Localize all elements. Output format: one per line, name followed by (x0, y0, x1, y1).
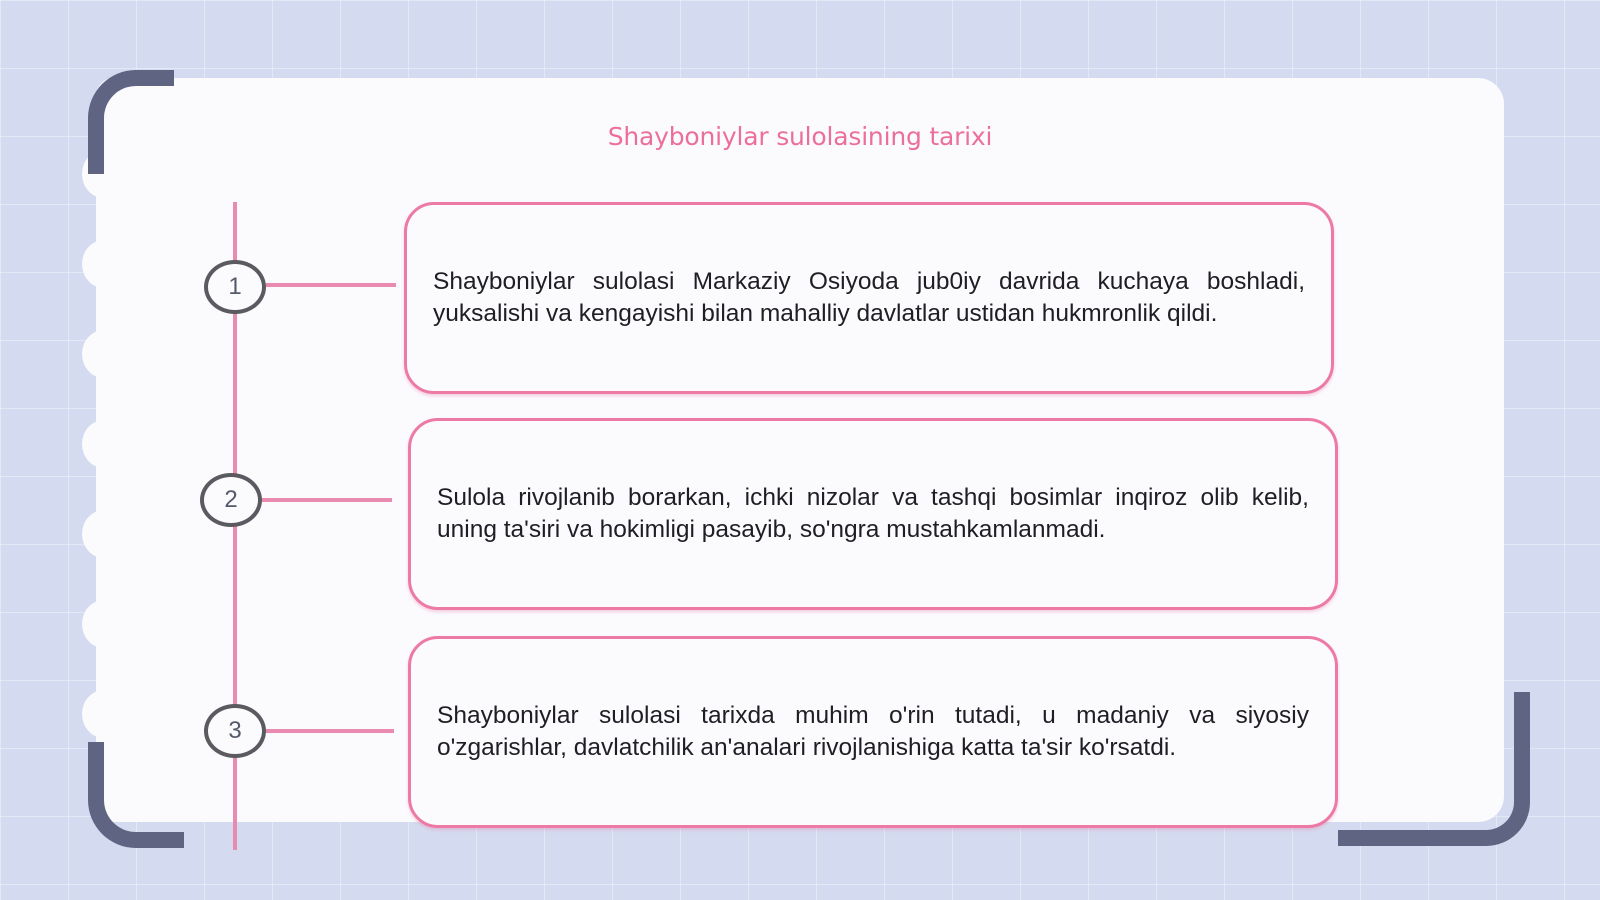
corner-bracket-bottom-right (1338, 692, 1530, 846)
timeline-card-2 (408, 418, 1338, 610)
corner-bracket-top-left (88, 70, 174, 174)
timeline-connector-1 (266, 283, 396, 287)
timeline-card-text: Shayboniylar sulolasi Markaziy Osiyoda jub0iy davrida kuchaya boshladi, yuksalishi va kengayishi bilan mahalliy davlatlar ustidan hukmronlik qildi. (433, 268, 1305, 327)
timeline-connector-2 (262, 498, 392, 502)
step-number-1: 1 (204, 260, 266, 314)
timeline-card-1 (404, 202, 1334, 394)
timeline-card-3 (408, 636, 1338, 828)
corner-bracket-bottom-left (88, 742, 184, 848)
slide-title: Shayboniylar sulolasining tarixi (607, 122, 993, 151)
step-number-2: 2 (200, 473, 262, 527)
step-number-3: 3 (204, 704, 266, 758)
timeline-card-text: Shayboniylar sulolasi tarixda muhim o'rin tutadi, u madaniy va siyosiy o'zgarishlar, davlatchilik an'analari rivojlanishiga katta ta'sir ko'rsatdi. (437, 702, 1309, 761)
timeline-card-text: Sulola rivojlanib borarkan, ichki nizolar va tashqi bosimlar inqiroz olib kelib, uning ta'siri va hokimligi pasayib, so'ngra mustahkamlanmadi. (437, 484, 1309, 543)
timeline-connector-3 (266, 729, 394, 733)
